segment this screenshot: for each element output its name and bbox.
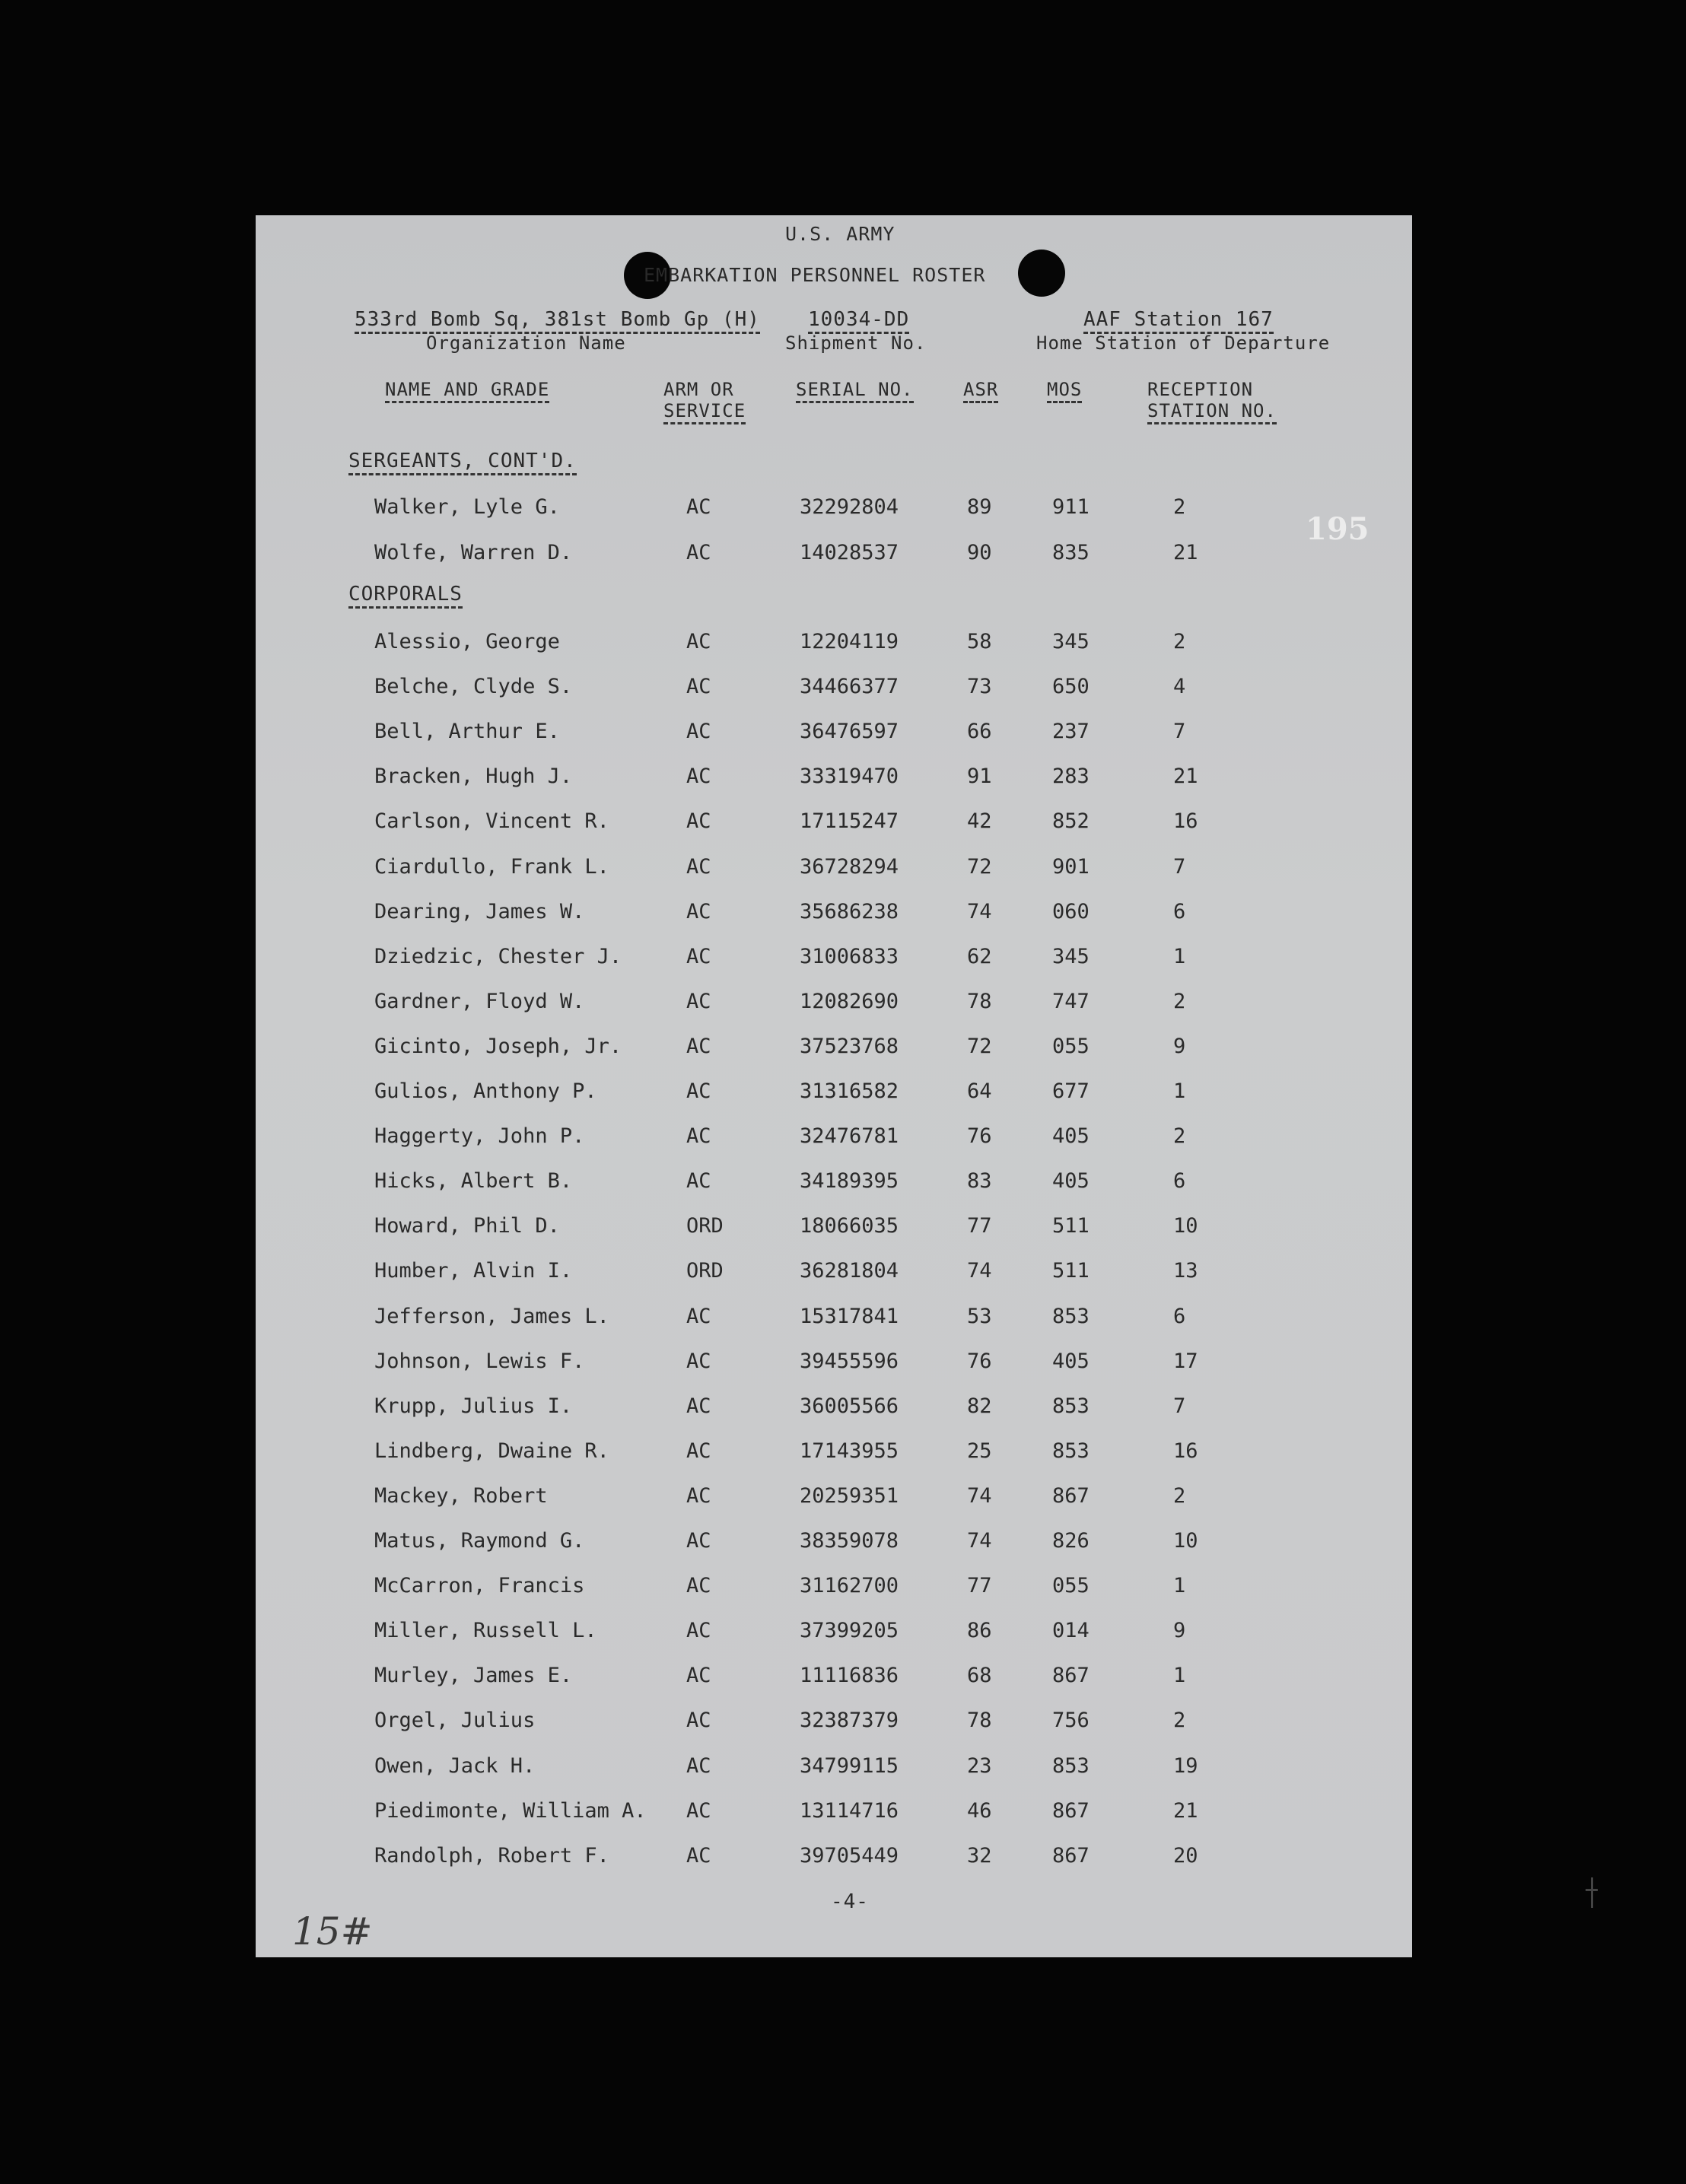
cell-asr: 76 — [967, 1124, 992, 1148]
cell-asr: 72 — [967, 1035, 992, 1058]
cell-serial: 32292804 — [800, 495, 899, 519]
cell-mos: 867 — [1052, 1664, 1090, 1687]
cell-rec: 10 — [1173, 1214, 1198, 1238]
table-row — [256, 809, 1412, 843]
table-row — [256, 900, 1412, 933]
cell-mos: 756 — [1052, 1709, 1090, 1732]
cell-rec: 2 — [1173, 1484, 1186, 1508]
cell-rec: 2 — [1173, 1709, 1186, 1732]
cell-rec: 2 — [1173, 1124, 1186, 1148]
cell-asr: 23 — [967, 1754, 992, 1778]
cell-name: Belche, Clyde S. — [374, 675, 573, 698]
cell-rec: 19 — [1173, 1754, 1198, 1778]
punch-hole-right — [1018, 250, 1065, 297]
cell-mos: 650 — [1052, 675, 1090, 698]
cell-mos: 511 — [1052, 1259, 1090, 1283]
margin-mark — [1591, 1877, 1593, 1908]
table-row — [256, 1664, 1412, 1697]
cell-name: Randolph, Robert F. — [374, 1844, 609, 1868]
cell-arm: AC — [686, 990, 711, 1013]
cell-asr: 76 — [967, 1350, 992, 1373]
cell-name: Johnson, Lewis F. — [374, 1350, 585, 1373]
cell-asr: 86 — [967, 1619, 992, 1642]
cell-mos: 014 — [1052, 1619, 1090, 1642]
cell-asr: 74 — [967, 1484, 992, 1508]
section-title: SERGEANTS, CONT'D. — [348, 450, 577, 475]
cell-asr: 64 — [967, 1079, 992, 1103]
cell-rec: 16 — [1173, 1439, 1198, 1463]
table-row — [256, 1169, 1412, 1203]
cell-serial: 31162700 — [800, 1574, 899, 1597]
cell-arm: AC — [686, 1350, 711, 1373]
cell-asr: 89 — [967, 495, 992, 519]
table-row — [256, 1350, 1412, 1383]
cell-rec: 6 — [1173, 900, 1186, 924]
cell-name: Orgel, Julius — [374, 1709, 536, 1732]
section-title: CORPORALS — [348, 583, 463, 609]
col-header-arm-line2: SERVICE — [663, 400, 746, 424]
cell-mos: 283 — [1052, 765, 1090, 788]
cell-mos: 853 — [1052, 1305, 1090, 1328]
cell-asr: 42 — [967, 809, 992, 833]
cell-arm: AC — [686, 541, 711, 564]
organization-name: 533rd Bomb Sq, 381st Bomb Gp (H) — [355, 308, 760, 334]
cell-arm: AC — [686, 1709, 711, 1732]
table-row — [256, 1439, 1412, 1473]
cell-asr: 83 — [967, 1169, 992, 1193]
cell-asr: 77 — [967, 1214, 992, 1238]
cell-mos: 405 — [1052, 1124, 1090, 1148]
cell-mos: 852 — [1052, 809, 1090, 833]
cell-mos: 055 — [1052, 1035, 1090, 1058]
table-row — [256, 1799, 1412, 1833]
table-row — [256, 1619, 1412, 1652]
cell-arm: AC — [686, 1619, 711, 1642]
cell-asr: 73 — [967, 675, 992, 698]
table-row — [256, 630, 1412, 663]
cell-name: Carlson, Vincent R. — [374, 809, 609, 833]
cell-arm: AC — [686, 1529, 711, 1553]
table-row — [256, 1529, 1412, 1562]
cell-serial: 36281804 — [800, 1259, 899, 1283]
cell-name: Matus, Raymond G. — [374, 1529, 585, 1553]
cell-serial: 36728294 — [800, 855, 899, 879]
table-row — [256, 1214, 1412, 1248]
cell-serial: 37523768 — [800, 1035, 899, 1058]
stamp-number: 195 — [1306, 511, 1369, 547]
roster-page — [256, 215, 1412, 1957]
cell-serial: 18066035 — [800, 1214, 899, 1238]
table-row — [256, 765, 1412, 798]
cell-mos: 901 — [1052, 855, 1090, 879]
cell-mos: 405 — [1052, 1350, 1090, 1373]
table-row — [256, 720, 1412, 753]
cell-mos: 853 — [1052, 1439, 1090, 1463]
cell-name: Miller, Russell L. — [374, 1619, 597, 1642]
cell-name: Murley, James E. — [374, 1664, 573, 1687]
cell-serial: 35686238 — [800, 900, 899, 924]
cell-rec: 1 — [1173, 1664, 1186, 1687]
cell-mos: 853 — [1052, 1754, 1090, 1778]
col-header-serial: SERIAL NO. — [796, 379, 914, 403]
cell-name: Mackey, Robert — [374, 1484, 548, 1508]
cell-name: Piedimonte, William A. — [374, 1799, 647, 1823]
table-row — [256, 541, 1412, 574]
cell-arm: AC — [686, 945, 711, 968]
organization-label: Organization Name — [426, 332, 626, 354]
col-header-name: NAME AND GRADE — [385, 379, 549, 403]
table-row — [256, 1079, 1412, 1113]
cell-mos: 237 — [1052, 720, 1090, 743]
col-header-reception-line1: RECEPTION — [1147, 379, 1254, 400]
cell-mos: 060 — [1052, 900, 1090, 924]
shipment-label: Shipment No. — [785, 332, 927, 354]
cell-arm: AC — [686, 1169, 711, 1193]
table-row — [256, 1305, 1412, 1338]
cell-serial: 31316582 — [800, 1079, 899, 1103]
document-title: EMBARKATION PERSONNEL ROSTER — [644, 264, 986, 286]
cell-asr: 74 — [967, 900, 992, 924]
cell-arm: AC — [686, 1394, 711, 1418]
cell-name: Bell, Arthur E. — [374, 720, 560, 743]
cell-serial: 13114716 — [800, 1799, 899, 1823]
cell-mos: 677 — [1052, 1079, 1090, 1103]
cell-mos: 911 — [1052, 495, 1090, 519]
cell-arm: AC — [686, 675, 711, 698]
cell-serial: 34466377 — [800, 675, 899, 698]
cell-name: Owen, Jack H. — [374, 1754, 536, 1778]
cell-asr: 74 — [967, 1529, 992, 1553]
cell-asr: 90 — [967, 541, 992, 564]
cell-asr: 74 — [967, 1259, 992, 1283]
cell-name: Dearing, James W. — [374, 900, 585, 924]
home-station: AAF Station 167 — [1083, 308, 1274, 334]
col-header-mos: MOS — [1047, 379, 1082, 403]
cell-serial: 12082690 — [800, 990, 899, 1013]
agency-header: U.S. ARMY — [785, 223, 895, 245]
cell-arm: AC — [686, 1124, 711, 1148]
cell-name: Howard, Phil D. — [374, 1214, 560, 1238]
cell-arm: ORD — [686, 1214, 724, 1238]
cell-mos: 345 — [1052, 945, 1090, 968]
cell-mos: 405 — [1052, 1169, 1090, 1193]
table-row — [256, 1259, 1412, 1292]
cell-asr: 25 — [967, 1439, 992, 1463]
cell-serial: 34799115 — [800, 1754, 899, 1778]
cell-arm: AC — [686, 1799, 711, 1823]
cell-name: Jefferson, James L. — [374, 1305, 609, 1328]
cell-name: Lindberg, Dwaine R. — [374, 1439, 609, 1463]
cell-serial: 36005566 — [800, 1394, 899, 1418]
cell-arm: AC — [686, 809, 711, 833]
table-row — [256, 1035, 1412, 1068]
cell-rec: 10 — [1173, 1529, 1198, 1553]
cell-arm: AC — [686, 1439, 711, 1463]
cell-rec: 13 — [1173, 1259, 1198, 1283]
shipment-number: 10034-DD — [808, 308, 909, 334]
cell-mos: 747 — [1052, 990, 1090, 1013]
cell-serial: 34189395 — [800, 1169, 899, 1193]
table-row — [256, 1844, 1412, 1877]
table-row — [256, 1484, 1412, 1518]
cell-asr: 72 — [967, 855, 992, 879]
cell-name: Wolfe, Warren D. — [374, 541, 573, 564]
cell-mos: 835 — [1052, 541, 1090, 564]
cell-asr: 78 — [967, 990, 992, 1013]
cell-serial: 17115247 — [800, 809, 899, 833]
cell-rec: 16 — [1173, 809, 1198, 833]
cell-serial: 14028537 — [800, 541, 899, 564]
cell-arm: AC — [686, 630, 711, 653]
cell-name: Ciardullo, Frank L. — [374, 855, 609, 879]
cell-rec: 7 — [1173, 720, 1186, 743]
table-row — [256, 495, 1412, 529]
cell-rec: 2 — [1173, 990, 1186, 1013]
cell-name: Dziedzic, Chester J. — [374, 945, 622, 968]
cell-asr: 46 — [967, 1799, 992, 1823]
cell-rec: 21 — [1173, 1799, 1198, 1823]
cell-serial: 39705449 — [800, 1844, 899, 1868]
cell-mos: 826 — [1052, 1529, 1090, 1553]
cell-rec: 4 — [1173, 675, 1186, 698]
cell-name: Haggerty, John P. — [374, 1124, 585, 1148]
col-header-reception — [1147, 379, 1277, 424]
cell-serial: 15317841 — [800, 1305, 899, 1328]
cell-mos: 867 — [1052, 1799, 1090, 1823]
cell-name: Bracken, Hugh J. — [374, 765, 573, 788]
cell-asr: 62 — [967, 945, 992, 968]
cell-arm: AC — [686, 1079, 711, 1103]
cell-name: Walker, Lyle G. — [374, 495, 560, 519]
cell-asr: 78 — [967, 1709, 992, 1732]
cell-asr: 77 — [967, 1574, 992, 1597]
cell-name: Gicinto, Joseph, Jr. — [374, 1035, 622, 1058]
cell-asr: 91 — [967, 765, 992, 788]
cell-arm: AC — [686, 765, 711, 788]
cell-serial: 31006833 — [800, 945, 899, 968]
cell-asr: 68 — [967, 1664, 992, 1687]
cell-name: Humber, Alvin I. — [374, 1259, 573, 1283]
table-row — [256, 855, 1412, 889]
cell-serial: 32476781 — [800, 1124, 899, 1148]
margin-mark-cross — [1586, 1889, 1598, 1891]
table-row — [256, 990, 1412, 1023]
cell-rec: 17 — [1173, 1350, 1198, 1373]
cell-name: Gulios, Anthony P. — [374, 1079, 597, 1103]
cell-name: Krupp, Julius I. — [374, 1394, 573, 1418]
table-row — [256, 1709, 1412, 1742]
cell-serial: 12204119 — [800, 630, 899, 653]
cell-mos: 511 — [1052, 1214, 1090, 1238]
cell-asr: 58 — [967, 630, 992, 653]
cell-rec: 1 — [1173, 1079, 1186, 1103]
cell-asr: 53 — [967, 1305, 992, 1328]
cell-asr: 32 — [967, 1844, 992, 1868]
cell-rec: 6 — [1173, 1169, 1186, 1193]
cell-rec: 7 — [1173, 1394, 1186, 1418]
cell-arm: AC — [686, 1754, 711, 1778]
cell-mos: 853 — [1052, 1394, 1090, 1418]
cell-arm: AC — [686, 495, 711, 519]
cell-arm: AC — [686, 1574, 711, 1597]
cell-rec: 2 — [1173, 630, 1186, 653]
cell-arm: AC — [686, 1844, 711, 1868]
cell-mos: 867 — [1052, 1844, 1090, 1868]
cell-rec: 9 — [1173, 1035, 1186, 1058]
table-row — [256, 1124, 1412, 1158]
cell-serial: 33319470 — [800, 765, 899, 788]
cell-name: Gardner, Floyd W. — [374, 990, 585, 1013]
cell-arm: AC — [686, 1035, 711, 1058]
handwritten-note: 15# — [292, 1909, 373, 1954]
cell-rec: 1 — [1173, 1574, 1186, 1597]
col-header-arm-line1: ARM OR — [663, 379, 734, 400]
cell-serial: 32387379 — [800, 1709, 899, 1732]
table-row — [256, 1394, 1412, 1428]
home-station-label: Home Station of Departure — [1036, 332, 1331, 354]
cell-arm: AC — [686, 720, 711, 743]
cell-rec: 21 — [1173, 765, 1198, 788]
cell-arm: AC — [686, 855, 711, 879]
table-row — [256, 1574, 1412, 1607]
cell-arm: AC — [686, 1305, 711, 1328]
table-row — [256, 945, 1412, 978]
cell-rec: 21 — [1173, 541, 1198, 564]
cell-serial: 36476597 — [800, 720, 899, 743]
page-number: -4- — [831, 1890, 869, 1913]
cell-rec: 1 — [1173, 945, 1186, 968]
col-header-arm — [663, 379, 746, 424]
cell-mos: 345 — [1052, 630, 1090, 653]
cell-asr: 66 — [967, 720, 992, 743]
cell-serial: 17143955 — [800, 1439, 899, 1463]
cell-rec: 7 — [1173, 855, 1186, 879]
cell-name: McCarron, Francis — [374, 1574, 585, 1597]
cell-serial: 20259351 — [800, 1484, 899, 1508]
cell-rec: 6 — [1173, 1305, 1186, 1328]
cell-mos: 867 — [1052, 1484, 1090, 1508]
cell-name: Alessio, George — [374, 630, 560, 653]
cell-serial: 37399205 — [800, 1619, 899, 1642]
cell-rec: 20 — [1173, 1844, 1198, 1868]
cell-serial: 38359078 — [800, 1529, 899, 1553]
cell-arm: ORD — [686, 1259, 724, 1283]
table-row — [256, 1754, 1412, 1788]
cell-serial: 11116836 — [800, 1664, 899, 1687]
col-header-reception-line2: STATION NO. — [1147, 400, 1277, 424]
cell-serial: 39455596 — [800, 1350, 899, 1373]
cell-rec: 9 — [1173, 1619, 1186, 1642]
cell-arm: AC — [686, 1484, 711, 1508]
table-row — [256, 675, 1412, 708]
cell-rec: 2 — [1173, 495, 1186, 519]
col-header-asr: ASR — [963, 379, 998, 403]
cell-arm: AC — [686, 900, 711, 924]
cell-asr: 82 — [967, 1394, 992, 1418]
cell-mos: 055 — [1052, 1574, 1090, 1597]
cell-name: Hicks, Albert B. — [374, 1169, 573, 1193]
cell-arm: AC — [686, 1664, 711, 1687]
